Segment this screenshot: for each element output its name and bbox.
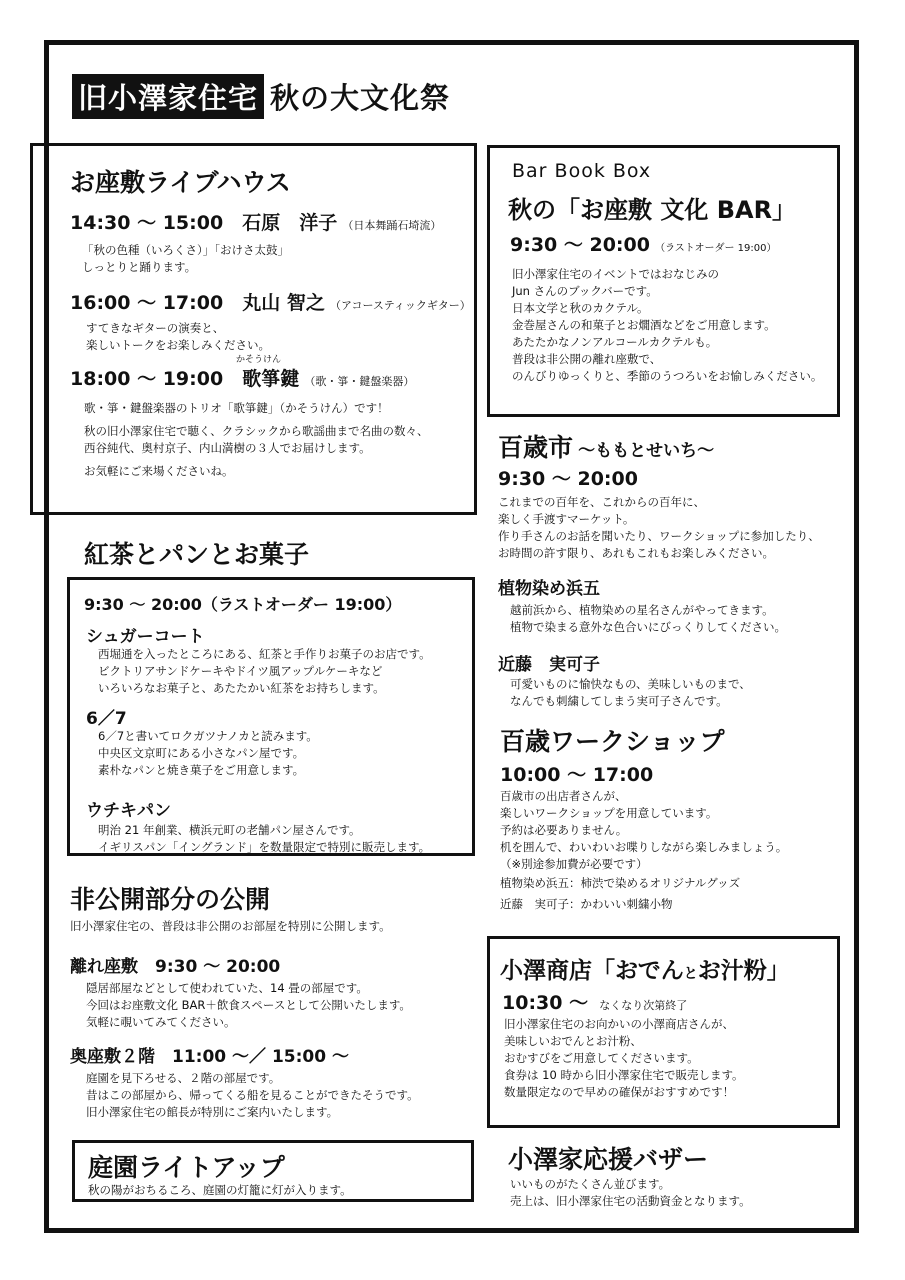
desc-line: （※別途参加費が必要です） (500, 857, 648, 871)
performer-note: （アコースティックギター） (330, 299, 471, 312)
shop-title (500, 952, 790, 985)
desc-line: 庭園を見下ろせる、２階の部屋です。 (86, 1071, 281, 1085)
desc-line: 普段は非公開の離れ座敷で、 (512, 352, 662, 366)
lightup-desc: 秋の陽がおちるころ、庭園の灯籠に灯が入ります。 (88, 1183, 352, 1197)
shop-title-b: お汁粉」 (697, 958, 790, 984)
desc-line: 食券は 10 時から旧小澤家住宅で販売します。 (504, 1068, 744, 1082)
vendor-hamago: 植物染め浜五 (498, 579, 600, 599)
desc-line: 金巻屋さんの和菓子とお燗酒などをご用意します。 (512, 318, 776, 332)
bar-time-row (510, 230, 776, 257)
desc-line: 素朴なパンと焼き菓子をご用意します。 (98, 763, 305, 777)
lightup-title: 庭園ライトアップ (88, 1153, 285, 1182)
tea-time: 9:30 ～ 20:00（ラストオーダー 19:00） (84, 595, 402, 614)
shop-sugarcoat-desc (98, 646, 431, 697)
live-slot-2 (70, 288, 471, 315)
desc-line: おむすびをご用意してくださいます。 (504, 1051, 699, 1065)
vendor-kondo: 近藤 実可子 (498, 655, 600, 675)
market-time: 9:30 ～ 20:00 (498, 468, 638, 490)
bar-time: 9:30 ～ 20:00 (510, 234, 650, 256)
slot-time: 14:30 ～ 15:00 (70, 212, 224, 234)
workshop-item: 植物染め浜五：柿渋で染めるオリジナルグッズ (500, 876, 741, 890)
desc-line: 越前浜から、植物染めの星名さんがやってきます。 (510, 603, 774, 617)
shop-uchiki-desc (98, 822, 430, 856)
desc-line: お気軽にご来場くださいね。 (84, 464, 234, 478)
live-title: お座敷ライブハウス (70, 168, 291, 197)
market-desc (498, 494, 820, 562)
bar-time-note: （ラストオーダー 19:00） (655, 243, 777, 254)
vendor-kondo-desc (510, 676, 751, 710)
desc-line: 旧小澤家住宅の館長が特別にご案内いたします。 (86, 1105, 339, 1119)
workshop-item: 近藤 実可子：かわいい刺繍小物 (500, 897, 673, 911)
shop-time-row (502, 988, 687, 1015)
market-heading (498, 428, 714, 464)
desc-line: 予約は必要ありません。 (500, 823, 628, 837)
desc-line: 日本文学と秋のカクテル。 (512, 301, 649, 315)
live-slot-1 (70, 208, 441, 235)
workshop-title: 百歳ワークショップ (500, 727, 725, 756)
private-title: 非公開部分の公開 (70, 885, 271, 914)
performer-note: （歌・箏・鍵盤楽器） (304, 375, 415, 388)
shop-title-to: と (683, 966, 698, 982)
desc-line: 楽しいトークをお楽しみください。 (86, 338, 270, 352)
market-subtitle: ～ももとせいち～ (578, 441, 715, 461)
live-slot-1-desc (82, 242, 289, 276)
desc-line: ビクトリアサンドケーキやドイツ風アップルケーキなど (98, 664, 383, 678)
desc-line: 楽しいワークショップを用意しています。 (500, 806, 718, 820)
desc-line: すてきなギターの演奏と、 (86, 321, 225, 335)
shop-uchiki: ウチキパン (86, 801, 171, 821)
slot-time: 18:00 ～ 19:00 (70, 368, 224, 390)
desc-line: 秋の旧小澤家住宅で聴く、クラシックから歌謡曲まで名曲の数々、 (84, 424, 429, 438)
bazaar-desc (510, 1176, 751, 1210)
bar-label: Bar Book Box (512, 160, 652, 182)
workshop-time: 10:00 ～ 17:00 (500, 764, 654, 786)
workshop-desc (500, 788, 787, 913)
desc-line: 6／7と書いてロクガツナノカと読みます。 (98, 729, 318, 743)
page-header (72, 74, 450, 119)
desc-line: のんびりゆっくりと、季節のうつろいをお愉しみください。 (512, 369, 823, 383)
performer-note: （日本舞踊石埼流） (342, 219, 442, 232)
shop-time-note: なくなり次第終了 (599, 999, 688, 1012)
performer-name: 歌箏鍵 (242, 368, 300, 390)
desc-line: 作り手さんのお話を聞いたり、ワークショップに参加したり、 (498, 529, 820, 543)
desc-line: 百歳市の出店者さんが、 (500, 789, 627, 803)
room-hanare-desc (86, 980, 411, 1031)
header-badge: 旧小澤家住宅 (72, 74, 264, 119)
desc-line: 西堀通を入ったところにある、紅茶と手作りお菓子のお店です。 (98, 647, 431, 661)
desc-line: 植物で染まる意外な色合いにびっくりしてください。 (510, 620, 786, 634)
market-title: 百歳市 (498, 433, 574, 462)
desc-line: いろいろなお菓子と、あたたかい紅茶をお持ちします。 (98, 681, 385, 695)
live-slot-3 (70, 364, 414, 391)
shop-time: 10:30 ～ (502, 992, 589, 1014)
desc-line: しっとりと踊ります。 (82, 260, 197, 274)
desc-line: これまでの百年を、これからの百年に、 (498, 495, 705, 509)
desc-line: イギリスパン「イングランド」を数量限定で特別に販売します。 (98, 840, 431, 854)
desc-line: 西谷純代、奥村京子、内山満樹の３人でお届けします。 (84, 441, 371, 455)
shop-6-7: 6／7 (86, 709, 127, 729)
desc-line: あたたかなノンアルコールカクテルも。 (512, 335, 718, 349)
desc-line: 昔はこの部屋から、帰ってくる船を見ることができたそうです。 (86, 1088, 419, 1102)
room-oku-desc (86, 1070, 419, 1121)
desc-line: 数量限定なので早めの確保がおすすめです！ (504, 1085, 735, 1099)
live-slot-3-desc (84, 400, 429, 480)
page-title: 秋の大文化祭 (270, 81, 451, 115)
desc-line: 美味しいおでんとお汁粉、 (504, 1034, 642, 1048)
tea-title: 紅茶とパンとお菓子 (84, 540, 310, 569)
desc-line: 「秋の色種（いろくさ）」「おけさ太鼓」 (82, 243, 289, 257)
shop-title-a: 小澤商店「おでん (500, 958, 684, 984)
desc-line: 中央区文京町にある小さなパン屋です。 (98, 746, 305, 760)
desc-line: なんでも刺繍してしまう実可子さんです。 (510, 694, 728, 708)
desc-line: 旧小澤家住宅のお向かいの小澤商店さんが、 (504, 1017, 734, 1031)
desc-line: 明治 21 年創業、横浜元町の老舗パン屋さんです。 (98, 823, 361, 837)
desc-line: 隠居部屋などとして使われていた、14 畳の部屋です。 (86, 981, 368, 995)
performer-name: 丸山 智之 (242, 292, 325, 314)
shop-desc (504, 1016, 744, 1101)
live-slot-2-desc (86, 320, 270, 354)
desc-line: 可愛いものに愉快なもの、美味しいものまで、 (510, 677, 751, 691)
desc-line: 旧小澤家住宅のイベントではおなじみの (512, 267, 719, 281)
desc-line: 楽しく手渡すマーケット。 (498, 512, 635, 526)
bazaar-title: 小澤家応援バザー (508, 1145, 709, 1174)
room-hanare-head: 離れ座敷 9:30 ～ 20:00 (70, 957, 281, 977)
private-intro: 旧小澤家住宅の、普段は非公開のお部屋を特別に公開します。 (70, 919, 391, 933)
desc-line: いいものがたくさん並びます。 (510, 1177, 671, 1191)
desc-line: 今回はお座敷文化 BAR＋飲食スペースとして公開いたします。 (86, 998, 411, 1012)
desc-line: 売上は、旧小澤家住宅の活動資金となります。 (510, 1194, 751, 1208)
performer-ruby: かそうけん (236, 355, 282, 365)
room-oku-head: 奥座敷２階 11:00 ～／ 15:00 ～ (70, 1047, 349, 1067)
desc-line: お時間の許す限り、あれもこれもお楽しみください。 (498, 546, 774, 560)
slot-time: 16:00 ～ 17:00 (70, 292, 224, 314)
bar-title: 秋の「お座敷 文化 BAR」 (508, 196, 797, 224)
desc-line: 歌・箏・鍵盤楽器のトリオ「歌箏鍵」（かそうけん）です！ (84, 401, 389, 415)
shop-6-7-desc (98, 728, 318, 779)
desc-line: 机を囲んで、わいわいお喋りしながら楽しみましょう。 (500, 840, 788, 854)
desc-line: 気軽に覗いてみてください。 (86, 1015, 236, 1029)
bar-desc (512, 266, 822, 385)
shop-sugarcoat: シュガーコート (86, 627, 205, 647)
vendor-hamago-desc (510, 602, 786, 636)
desc-line: Jun さんのブックバーです。 (512, 284, 658, 298)
performer-name: 石原 洋子 (242, 212, 338, 234)
